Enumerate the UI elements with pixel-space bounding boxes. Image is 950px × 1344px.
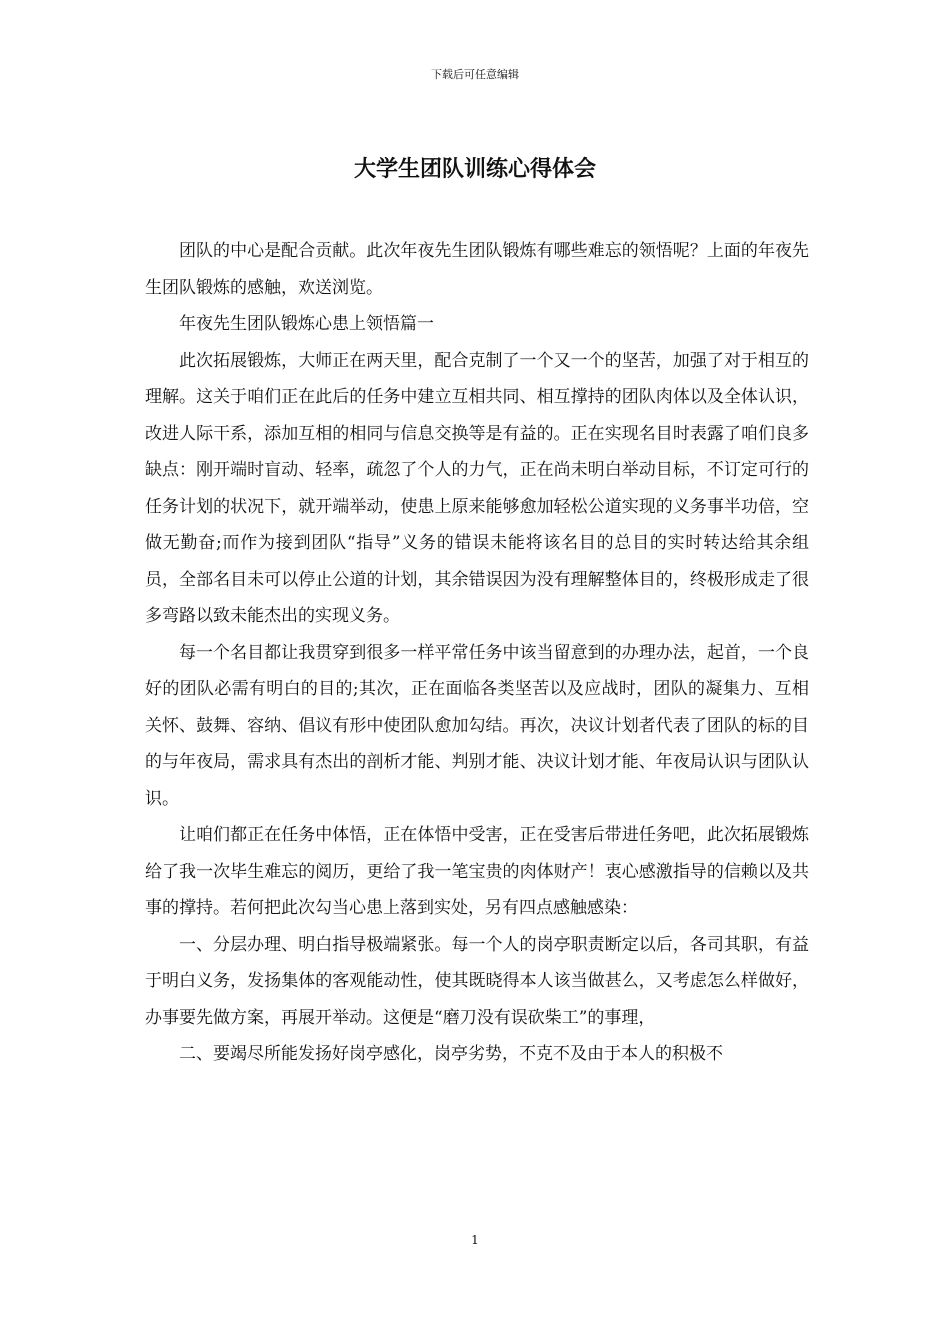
page-number: 1 — [471, 1233, 479, 1247]
body-paragraph: 让咱们都正在任务中体悟，正在体悟中受害，正在受害后带进任务吧，此次拓展锻炼给了我一次毕生难忘的阅历，更给了我一笔宝贵的肉体财产！衷心感激指导的信赖以及共事的撑持。若何把此次勾当心患上落到实处，另有四点感触感染： — [145, 825, 809, 918]
intro-paragraph: 团队的中心是配合贡献。此次年夜先生团队锻炼有哪些难忘的领悟呢？上面的年夜先生团队锻炼的感触，欢送浏览。 — [145, 241, 809, 298]
body-paragraph: 二、要竭尽所能发扬好岗亭感化，岗亭劣势，不克不及由于本人的积极不 — [179, 1044, 723, 1064]
body-paragraph: 一、分层办理、明白指导极端紧张。每一个人的岗亭职责断定以后，各司其职，有益于明白义务，发扬集体的客观能动性，使其既晓得本人该当做甚么，又考虑怎么样做好，办事要先做方案，再展开举动。这便是“磨刀没有误砍柴工”的事理， — [145, 934, 809, 1028]
page-header-note: 下载后可任意编辑 — [431, 68, 519, 81]
document-title: 大学生团队训练心得体会 — [353, 156, 596, 182]
body-paragraph: 此次拓展锻炼，大师正在两天里，配合克制了一个又一个的坚苦，加强了对于相互的理解。这关于咱们正在此后的任务中建立互相共同、相互撑持的团队肉体以及全体认识，改进人际干系，添加互相的相同与信息交换等是有益的。正在实现名目时表露了咱们良多缺点：刚开端时盲动、轻率，疏忽了个人的力气，正在尚未明白举动目标，不订定可行的任务计划的状况下，就开端举动，使患上原来能够愈加轻松公道实现的义务事半功倍，空做无勤奋;而作为接到团队“指导”义务的错误未能将该名目的总目的实时转达给其余组员，全部名目未可以停止公道的计划，其余错误因为没有理解整体目的，终极形成走了很多弯路以致未能杰出的实现义务。 — [145, 350, 809, 626]
section-heading: 年夜先生团队锻炼心患上领悟篇一 — [179, 314, 434, 334]
document-body — [145, 233, 809, 1073]
body-paragraph: 每一个名目都让我贯穿到很多一样平常任务中该当留意到的办理办法，起首，一个良好的团队必需有明白的目的;其次，正在面临各类坚苦以及应战时，团队的凝集力、互相关怀、鼓舞、容纳、倡议有形中使团队愈加勾结。再次，决议计划者代表了团队的标的目的与年夜局，需求具有杰出的剖析才能、判别才能、决议计划才能、年夜局认识与团队认识。 — [145, 642, 809, 809]
